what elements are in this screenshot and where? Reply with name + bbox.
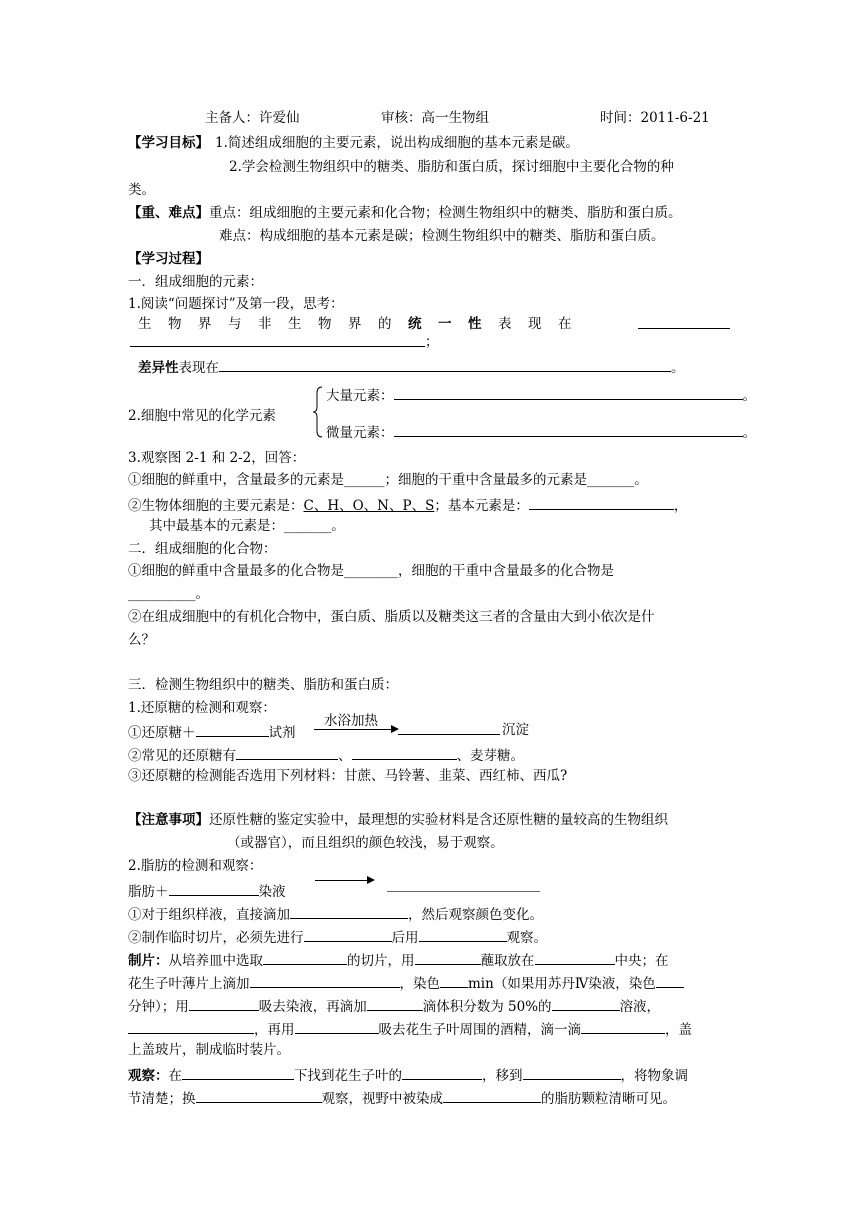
basic-elements-blank[interactable] xyxy=(529,495,674,510)
then-use-text: 后用 xyxy=(391,930,419,946)
observe-line-2 xyxy=(128,1088,676,1107)
unity-char: 界 xyxy=(348,316,362,332)
unity-bold-char: 一 xyxy=(438,316,452,332)
objective-1: 1.简述组成细胞的主要元素，说出构成细胞的基本元素是碳。 xyxy=(215,135,579,151)
trace-elements-label: 微量元素： xyxy=(326,425,394,441)
observe-label: 观察： xyxy=(128,1068,169,1084)
slice-line-2 xyxy=(128,973,684,992)
tissue-reagent-blank[interactable] xyxy=(290,904,408,919)
observe-blank-2[interactable] xyxy=(402,1065,482,1080)
process-label: 【学习过程】 xyxy=(128,251,209,267)
reducing-sugars-label: ②常见的还原糖有 xyxy=(128,748,236,764)
slice-blank-6[interactable] xyxy=(656,973,684,988)
slice-blank-8[interactable] xyxy=(367,996,423,1011)
section2-title: 二．组成细胞的化合物： xyxy=(128,541,277,557)
objectives-line-1 xyxy=(128,135,579,151)
slice-text-1b: 的切片，用 xyxy=(347,953,415,969)
main-elements-label: ②生物体细胞的主要元素是： xyxy=(128,498,304,514)
observe-text-2c: 的脂肪颗粒清晰可见。 xyxy=(541,1091,676,1107)
unity-char: 生 xyxy=(288,316,302,332)
arrow-icon xyxy=(314,729,397,730)
objective-2-cont: 类。 xyxy=(128,182,155,198)
difficult-point: 难点：构成细胞的基本元素是碳；检测生物组织中的糖类、脂肪和蛋白质。 xyxy=(219,228,665,244)
slice-blank-11[interactable] xyxy=(295,1019,379,1034)
section1-title: 一．组成细胞的元素： xyxy=(128,274,263,290)
tissue-sample-line xyxy=(128,904,543,923)
trace-elements-blank[interactable] xyxy=(394,427,743,437)
slice-text-3a: 分钟）；用 xyxy=(128,999,189,1015)
major-period: 。 xyxy=(742,388,756,404)
maltose-text: 、麦芽糖。 xyxy=(456,748,524,764)
difference-line xyxy=(138,357,685,376)
key-points-line xyxy=(128,205,682,221)
difference-blank[interactable] xyxy=(219,357,671,372)
slice-line-3 xyxy=(128,996,660,1015)
observe-blank-5[interactable] xyxy=(443,1088,541,1103)
unity-bold-char: 统 xyxy=(408,316,422,332)
slicing-blank[interactable] xyxy=(304,927,392,942)
precipitate-label: 沉淀 xyxy=(502,722,529,738)
observe-text-1d: ，将物象调 xyxy=(620,1068,688,1084)
slice-blank-4[interactable] xyxy=(250,973,400,988)
reagent-blank[interactable] xyxy=(196,722,269,737)
section3-title: 三．检测生物组织中的糖类、脂肪和蛋白质： xyxy=(128,677,398,693)
difference-bold: 差异性 xyxy=(138,360,179,376)
section2-q1a: ①细胞的鲜重中含量最多的化合物是________，细胞的干重中含量最多的化合物是 xyxy=(128,563,614,579)
observe-blank-3[interactable] xyxy=(523,1065,621,1080)
section1-q3-3: 其中最基本的元素是：_______。 xyxy=(149,518,345,534)
slice-blank-7[interactable] xyxy=(189,996,259,1011)
note-line-1 xyxy=(128,812,668,828)
slice-text-1c: 蘸取放在 xyxy=(480,953,535,969)
reducing-sugar-heading: 1.还原糖的检测和观察： xyxy=(128,700,276,716)
unity-bold-char: 性 xyxy=(468,316,482,332)
brace-icon xyxy=(313,386,323,438)
note-text-2: （或器官），而且组织的颜色较浅，易于观察。 xyxy=(227,835,504,851)
slice-blank-10[interactable] xyxy=(128,1019,254,1034)
unity-blank-2[interactable] xyxy=(130,332,425,347)
unity-char: 的 xyxy=(378,316,392,332)
slice-blank-3[interactable] xyxy=(535,950,615,965)
fat-plus: 脂肪＋ xyxy=(128,884,169,900)
material-question: ③还原糖的检测能否选用下列材料：甘蔗、马铃薯、韭菜、西红柿、西瓜? xyxy=(128,768,568,784)
main-elements-value: C、H、O、N、P、S xyxy=(303,498,435,514)
observe-line-1 xyxy=(128,1065,688,1084)
unity-char: 表 xyxy=(498,316,512,332)
key-points-label: 【重、难点】 xyxy=(128,205,209,221)
slice-blank-9[interactable] xyxy=(552,996,620,1011)
sugar-blank-1[interactable] xyxy=(236,745,338,760)
objective-2: 2.学会检测生物组织中的糖类、脂肪和蛋白质，探讨细胞中主要化合物的种 xyxy=(229,159,674,175)
slice-blank-5[interactable] xyxy=(440,973,468,988)
note-label: 【注意事项】 xyxy=(128,812,209,828)
slice-text-1d: 中央；在 xyxy=(614,953,669,969)
slice-blank-12[interactable] xyxy=(581,1019,665,1034)
slice-text-4b: 吸去花生子叶周围的酒精，滴一滴 xyxy=(378,1022,581,1038)
difference-text: 表现在 xyxy=(178,360,219,376)
key-point: 重点：组成细胞的主要元素和化合物；检测生物组织中的糖类、脂肪和蛋白质。 xyxy=(209,205,682,221)
slice-line-4 xyxy=(128,1019,692,1038)
unity-char: 物 xyxy=(318,316,332,332)
unity-semicolon: ； xyxy=(425,334,439,350)
observe-blank-1[interactable] xyxy=(182,1065,294,1080)
section2-q1b: __________。 xyxy=(128,586,209,602)
reducing-sugar-equation xyxy=(128,722,296,741)
note-text-1: 还原性糖的鉴定实验中，最理想的实验材料是含还原性糖的量较高的生物组织 xyxy=(209,812,668,828)
reducing-sugar-plus: ①还原糖＋ xyxy=(128,725,196,741)
tissue-sample-text: ①对于组织样液，直接滴加 xyxy=(128,907,290,923)
slice-text-1a: 从培养皿中选取 xyxy=(168,953,263,969)
section1-q3-1: ①细胞的鲜重中，含量最多的元素是______；细胞的干重中含量最多的元素是_______。 xyxy=(128,472,648,488)
fat-heading: 2.脂肪的检测和观察： xyxy=(128,858,263,874)
precipitate-blank[interactable] xyxy=(398,720,500,735)
slice-blank-2[interactable] xyxy=(415,950,481,965)
observe-text-1c: ，移到 xyxy=(482,1068,523,1084)
slice-text-3d: 溶液， xyxy=(619,999,661,1015)
sugar-blank-2[interactable] xyxy=(352,745,457,760)
slice-line-1 xyxy=(128,950,669,969)
section1-q3-2 xyxy=(128,495,687,514)
objectives-label: 【学习目标】 xyxy=(128,135,209,151)
reducing-sugars-list xyxy=(128,745,524,764)
observe-blank-4[interactable] xyxy=(196,1088,322,1103)
section1-q1: 1.阅读“问题探讨”及第一段，思考： xyxy=(128,296,344,312)
stain-blank[interactable] xyxy=(169,881,259,896)
temporary-slice-text: ②制作临时切片，必须先进行 xyxy=(128,930,304,946)
section1-q3: 3.观察图 2-1 和 2-2，回答： xyxy=(128,450,306,466)
unity-char: 现 xyxy=(528,316,542,332)
slice-blank-1[interactable] xyxy=(263,950,347,965)
unity-char: 物 xyxy=(168,316,182,332)
stain-label: 染液 xyxy=(258,884,286,900)
trace-elements-line xyxy=(326,425,756,441)
difference-end: 。 xyxy=(671,360,685,376)
slice-text-4a: ，再用 xyxy=(254,1022,295,1038)
slice-text-3b: 吸去染液，再滴加 xyxy=(258,999,367,1015)
fat-result-blank[interactable] xyxy=(387,877,540,892)
tissue-sample-end: ，然后观察颜色变化。 xyxy=(408,907,543,923)
slice-label: 制片： xyxy=(128,953,169,969)
major-elements-blank[interactable] xyxy=(394,390,743,400)
water-bath-label: 水浴加热 xyxy=(324,713,378,729)
author: 主备人：许爱仙 xyxy=(205,110,300,126)
unity-char: 非 xyxy=(258,316,272,332)
unity-blank-1[interactable] xyxy=(638,314,730,329)
slice-line-5: 上盖玻片，制成临时装片。 xyxy=(128,1042,290,1058)
fat-equation xyxy=(128,881,286,900)
slice-text-2b: ，染色 xyxy=(399,976,440,992)
observe-text: 观察。 xyxy=(506,930,547,946)
section2-q2a: ②在组成细胞中的有机化合物中，蛋白质、脂质以及糖类这三者的含量由大到小依次是什 xyxy=(128,609,655,625)
observe-text-1a: 在 xyxy=(168,1068,182,1084)
unity-char: 在 xyxy=(558,316,572,332)
observe-text-2b: 观察，视野中被染成 xyxy=(321,1091,443,1107)
trace-period: 。 xyxy=(742,425,756,441)
slice-text-3c: 滴体积分数为 50%的 xyxy=(422,999,552,1015)
unity-char: 生 xyxy=(138,316,152,332)
section2-q2b: 么？ xyxy=(128,632,155,648)
unity-char: 界 xyxy=(198,316,212,332)
arrow-icon xyxy=(315,880,373,881)
observe-text-1b: 下找到花生子叶的 xyxy=(294,1068,402,1084)
unity-char: 与 xyxy=(228,316,242,332)
microscope-blank[interactable] xyxy=(419,927,507,942)
basic-elements-label: ；基本元素是： xyxy=(434,498,529,514)
elements-label: 2.细胞中常见的化学元素 xyxy=(128,408,276,424)
slice-text-2c: min（如果用苏丹Ⅳ染液，染色 xyxy=(468,976,656,992)
slice-text-4c: ，盖 xyxy=(665,1022,692,1038)
date: 时间：2011-6-21 xyxy=(600,110,710,126)
reviewer: 审核：高一生物组 xyxy=(381,110,489,126)
slice-text-2a: 花生子叶薄片上滴加 xyxy=(128,976,250,992)
observe-text-2a: 节清楚；换 xyxy=(128,1091,196,1107)
major-elements-line xyxy=(326,388,756,404)
reagent-label: 试剂 xyxy=(268,725,296,741)
major-elements-label: 大量元素： xyxy=(326,388,394,404)
basic-elements-comma: ， xyxy=(673,498,688,514)
sugar-separator: 、 xyxy=(338,748,352,764)
temporary-slice-line xyxy=(128,927,547,946)
